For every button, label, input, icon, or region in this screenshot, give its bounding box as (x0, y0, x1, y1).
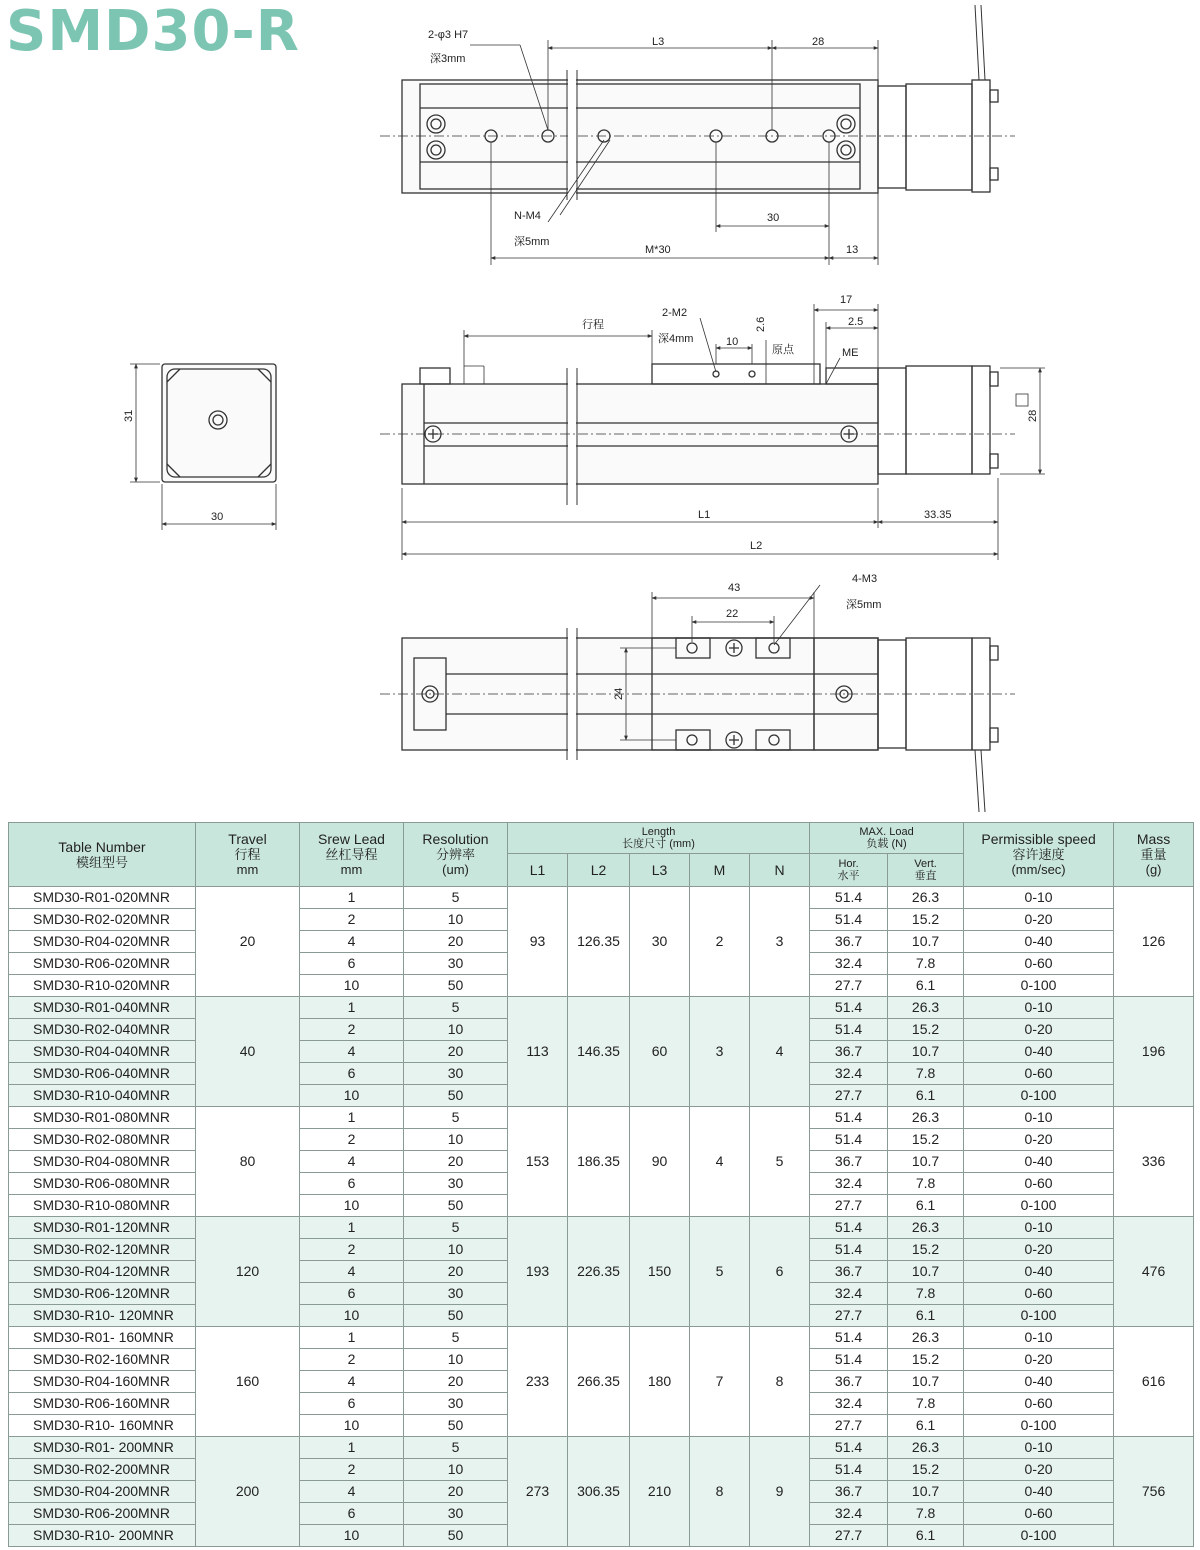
n-cell: 6 (750, 1217, 810, 1327)
load-hor-cell: 27.7 (810, 1085, 888, 1107)
n-cell: 5 (750, 1107, 810, 1217)
dim-label: 2-φ3 H7 (428, 29, 469, 41)
spec-table (8, 822, 1194, 1547)
header-n: N (750, 854, 810, 887)
load-hor-cell: 36.7 (810, 1481, 888, 1503)
load-hor-cell: 51.4 (810, 1217, 888, 1239)
model-number-cell: SMD30-R10- 200MNR (9, 1525, 196, 1547)
speed-cell: 0-40 (964, 1481, 1114, 1503)
header-l1: L1 (508, 854, 568, 887)
load-vert-cell: 10.7 (888, 1371, 964, 1393)
mass-cell: 126 (1114, 887, 1194, 997)
speed-cell: 0-40 (964, 1261, 1114, 1283)
load-hor-cell: 27.7 (810, 1305, 888, 1327)
model-number-cell: SMD30-R04-120MNR (9, 1261, 196, 1283)
load-hor-cell: 36.7 (810, 1261, 888, 1283)
dim-label: 30 (767, 212, 780, 224)
table-row (9, 997, 1194, 1019)
lead-cell: 2 (300, 1019, 404, 1041)
resolution-cell: 50 (404, 975, 508, 997)
speed-cell: 0-100 (964, 1195, 1114, 1217)
resolution-cell: 5 (404, 1327, 508, 1349)
model-number-cell: SMD30-R06-160MNR (9, 1393, 196, 1415)
resolution-cell: 50 (404, 1415, 508, 1437)
lead-cell: 6 (300, 1063, 404, 1085)
header-travel: Travel 行程 mm (196, 823, 300, 887)
l2-cell: 146.35 (568, 997, 630, 1107)
lead-cell: 10 (300, 1305, 404, 1327)
lead-cell: 10 (300, 1085, 404, 1107)
model-number-cell: SMD30-R10- 160MNR (9, 1415, 196, 1437)
load-vert-cell: 15.2 (888, 1019, 964, 1041)
speed-cell: 0-60 (964, 1393, 1114, 1415)
load-vert-cell: 10.7 (888, 931, 964, 953)
header-resolution: Resolution 分辨率 (um) (404, 823, 508, 887)
model-number-cell: SMD30-R02-080MNR (9, 1129, 196, 1151)
speed-cell: 0-40 (964, 1151, 1114, 1173)
load-hor-cell: 51.4 (810, 887, 888, 909)
load-hor-cell: 27.7 (810, 1195, 888, 1217)
lead-cell: 6 (300, 1173, 404, 1195)
l3-cell: 30 (630, 887, 690, 997)
load-hor-cell: 32.4 (810, 1503, 888, 1525)
lead-cell: 2 (300, 1129, 404, 1151)
model-number-cell: SMD30-R02-040MNR (9, 1019, 196, 1041)
load-vert-cell: 7.8 (888, 953, 964, 975)
model-number-cell: SMD30-R10- 120MNR (9, 1305, 196, 1327)
dim-label: L3 (652, 36, 665, 48)
table-row (9, 1327, 1194, 1349)
load-vert-cell: 15.2 (888, 1129, 964, 1151)
l1-cell: 93 (508, 887, 568, 997)
travel-cell: 40 (196, 997, 300, 1107)
lead-cell: 1 (300, 887, 404, 909)
model-number-cell: SMD30-R04-200MNR (9, 1481, 196, 1503)
model-number-cell: SMD30-R06-020MNR (9, 953, 196, 975)
dim-label: 深4mm (658, 333, 694, 345)
load-hor-cell: 27.7 (810, 1525, 888, 1547)
l2-cell: 266.35 (568, 1327, 630, 1437)
load-hor-cell: 51.4 (810, 1437, 888, 1459)
resolution-cell: 20 (404, 1261, 508, 1283)
load-vert-cell: 26.3 (888, 1217, 964, 1239)
l2-cell: 186.35 (568, 1107, 630, 1217)
load-vert-cell: 15.2 (888, 1459, 964, 1481)
header-l2: L2 (568, 854, 630, 887)
lead-cell: 6 (300, 953, 404, 975)
lead-cell: 4 (300, 1481, 404, 1503)
lead-cell: 2 (300, 909, 404, 931)
resolution-cell: 20 (404, 1371, 508, 1393)
speed-cell: 0-40 (964, 931, 1114, 953)
dim-label: 22 (726, 608, 739, 620)
travel-cell: 20 (196, 887, 300, 997)
model-number-cell: SMD30-R01- 200MNR (9, 1437, 196, 1459)
m-cell: 7 (690, 1327, 750, 1437)
load-hor-cell: 51.4 (810, 1129, 888, 1151)
speed-cell: 0-100 (964, 1525, 1114, 1547)
l2-cell: 306.35 (568, 1437, 630, 1547)
header-mass: Mass 重量 (g) (1114, 823, 1194, 887)
n-cell: 8 (750, 1327, 810, 1437)
model-number-cell: SMD30-R10-080MNR (9, 1195, 196, 1217)
load-vert-cell: 26.3 (888, 1107, 964, 1129)
speed-cell: 0-100 (964, 1305, 1114, 1327)
dim-label: 30 (211, 511, 224, 523)
load-vert-cell: 26.3 (888, 887, 964, 909)
load-hor-cell: 36.7 (810, 931, 888, 953)
speed-cell: 0-20 (964, 1239, 1114, 1261)
speed-cell: 0-20 (964, 909, 1114, 931)
speed-cell: 0-100 (964, 975, 1114, 997)
load-hor-cell: 36.7 (810, 1041, 888, 1063)
speed-cell: 0-10 (964, 1327, 1114, 1349)
resolution-cell: 5 (404, 1107, 508, 1129)
speed-cell: 0-10 (964, 1217, 1114, 1239)
speed-cell: 0-10 (964, 887, 1114, 909)
resolution-cell: 20 (404, 931, 508, 953)
load-hor-cell: 51.4 (810, 1459, 888, 1481)
lead-cell: 4 (300, 1151, 404, 1173)
load-hor-cell: 32.4 (810, 1393, 888, 1415)
speed-cell: 0-60 (964, 1173, 1114, 1195)
load-hor-cell: 51.4 (810, 1327, 888, 1349)
travel-cell: 120 (196, 1217, 300, 1327)
speed-cell: 0-20 (964, 1129, 1114, 1151)
resolution-cell: 10 (404, 1019, 508, 1041)
header-lead: Srew Lead 丝杠导程 mm (300, 823, 404, 887)
lead-cell: 2 (300, 1349, 404, 1371)
load-vert-cell: 15.2 (888, 909, 964, 931)
resolution-cell: 20 (404, 1151, 508, 1173)
lead-cell: 4 (300, 1371, 404, 1393)
load-hor-cell: 27.7 (810, 1415, 888, 1437)
resolution-cell: 30 (404, 953, 508, 975)
lead-cell: 2 (300, 1239, 404, 1261)
model-number-cell: SMD30-R04-040MNR (9, 1041, 196, 1063)
model-number-cell: SMD30-R02-160MNR (9, 1349, 196, 1371)
dim-label: L1 (698, 509, 711, 521)
model-number-cell: SMD30-R01-020MNR (9, 887, 196, 909)
load-vert-cell: 6.1 (888, 1085, 964, 1107)
dim-label: 2.6 (755, 316, 767, 332)
table-row (9, 1217, 1194, 1239)
load-hor-cell: 32.4 (810, 1283, 888, 1305)
load-hor-cell: 32.4 (810, 953, 888, 975)
resolution-cell: 10 (404, 909, 508, 931)
speed-cell: 0-10 (964, 997, 1114, 1019)
header-load-vert: Vert. 垂直 (888, 854, 964, 887)
speed-cell: 0-20 (964, 1019, 1114, 1041)
table-row (9, 1107, 1194, 1129)
load-vert-cell: 7.8 (888, 1173, 964, 1195)
n-cell: 3 (750, 887, 810, 997)
resolution-cell: 30 (404, 1393, 508, 1415)
model-number-cell: SMD30-R04-020MNR (9, 931, 196, 953)
dim-label: 43 (728, 582, 741, 594)
load-vert-cell: 6.1 (888, 1525, 964, 1547)
load-vert-cell: 15.2 (888, 1349, 964, 1371)
dim-label: 31 (123, 409, 135, 422)
dim-label: 深5mm (514, 236, 550, 248)
lead-cell: 10 (300, 975, 404, 997)
travel-cell: 160 (196, 1327, 300, 1437)
n-cell: 9 (750, 1437, 810, 1547)
dim-label: M*30 (645, 244, 671, 256)
spec-table-header (9, 823, 1194, 887)
mass-cell: 616 (1114, 1327, 1194, 1437)
mass-cell: 476 (1114, 1217, 1194, 1327)
resolution-cell: 20 (404, 1041, 508, 1063)
spec-table-body (9, 887, 1194, 1547)
speed-cell: 0-20 (964, 1349, 1114, 1371)
model-number-cell: SMD30-R06-200MNR (9, 1503, 196, 1525)
dim-label: N-M4 (514, 210, 541, 222)
speed-cell: 0-100 (964, 1085, 1114, 1107)
lead-cell: 6 (300, 1503, 404, 1525)
page-title: SMD30-R (6, 0, 300, 64)
resolution-cell: 5 (404, 1437, 508, 1459)
l3-cell: 90 (630, 1107, 690, 1217)
dim-label: 24 (613, 687, 625, 700)
load-hor-cell: 51.4 (810, 1019, 888, 1041)
speed-cell: 0-60 (964, 1063, 1114, 1085)
side-view-drawing (380, 364, 1015, 505)
load-hor-cell: 36.7 (810, 1371, 888, 1393)
load-vert-cell: 15.2 (888, 1239, 964, 1261)
dim-label: 10 (726, 336, 739, 348)
bottom-view-drawing (380, 628, 1015, 812)
model-number-cell: SMD30-R04-080MNR (9, 1151, 196, 1173)
mass-cell: 196 (1114, 997, 1194, 1107)
lead-cell: 4 (300, 1041, 404, 1063)
resolution-cell: 5 (404, 997, 508, 1019)
mass-cell: 336 (1114, 1107, 1194, 1217)
resolution-cell: 10 (404, 1129, 508, 1151)
lead-cell: 1 (300, 997, 404, 1019)
dim-label: 28 (812, 36, 825, 48)
dim-label: 13 (846, 244, 859, 256)
lead-cell: 4 (300, 1261, 404, 1283)
dim-label: 深5mm (846, 599, 882, 611)
lead-cell: 6 (300, 1393, 404, 1415)
load-vert-cell: 6.1 (888, 1305, 964, 1327)
header-speed: Permissible speed 容许速度 (mm/sec) (964, 823, 1114, 887)
model-number-cell: SMD30-R06-040MNR (9, 1063, 196, 1085)
speed-cell: 0-60 (964, 1503, 1114, 1525)
load-hor-cell: 36.7 (810, 1151, 888, 1173)
resolution-cell: 50 (404, 1195, 508, 1217)
load-hor-cell: 51.4 (810, 1239, 888, 1261)
end-view-drawing (162, 364, 276, 482)
dim-label: L2 (750, 540, 763, 552)
load-vert-cell: 6.1 (888, 975, 964, 997)
load-hor-cell: 51.4 (810, 909, 888, 931)
resolution-cell: 50 (404, 1525, 508, 1547)
lead-cell: 1 (300, 1107, 404, 1129)
load-hor-cell: 32.4 (810, 1063, 888, 1085)
model-number-cell: SMD30-R02-120MNR (9, 1239, 196, 1261)
load-vert-cell: 10.7 (888, 1261, 964, 1283)
lead-cell: 6 (300, 1283, 404, 1305)
resolution-cell: 10 (404, 1349, 508, 1371)
header-load: MAX. Load 负载 (N) (810, 823, 964, 854)
dim-label: 行程 (582, 319, 604, 331)
lead-cell: 4 (300, 931, 404, 953)
load-vert-cell: 10.7 (888, 1481, 964, 1503)
l2-cell: 226.35 (568, 1217, 630, 1327)
l1-cell: 113 (508, 997, 568, 1107)
travel-cell: 80 (196, 1107, 300, 1217)
header-l3: L3 (630, 854, 690, 887)
l3-cell: 210 (630, 1437, 690, 1547)
resolution-cell: 5 (404, 887, 508, 909)
model-number-cell: SMD30-R10-020MNR (9, 975, 196, 997)
model-number-cell: SMD30-R01- 160MNR (9, 1327, 196, 1349)
header-load-hor: Hor. 水平 (810, 854, 888, 887)
l1-cell: 233 (508, 1327, 568, 1437)
model-number-cell: SMD30-R01-080MNR (9, 1107, 196, 1129)
load-vert-cell: 10.7 (888, 1041, 964, 1063)
m-cell: 5 (690, 1217, 750, 1327)
lead-cell: 2 (300, 1459, 404, 1481)
load-vert-cell: 6.1 (888, 1195, 964, 1217)
m-cell: 2 (690, 887, 750, 997)
dim-label: ME (842, 347, 859, 359)
dim-label: 2.5 (848, 316, 864, 328)
m-cell: 4 (690, 1107, 750, 1217)
speed-cell: 0-40 (964, 1041, 1114, 1063)
model-number-cell: SMD30-R01-040MNR (9, 997, 196, 1019)
header-length: Length 长度尺寸 (mm) (508, 823, 810, 854)
speed-cell: 0-60 (964, 953, 1114, 975)
speed-cell: 0-10 (964, 1107, 1114, 1129)
lead-cell: 1 (300, 1437, 404, 1459)
header-model: Table Number 模组型号 (9, 823, 196, 887)
dim-label: 4-M3 (852, 573, 878, 585)
load-vert-cell: 7.8 (888, 1063, 964, 1085)
l2-cell: 126.35 (568, 887, 630, 997)
speed-cell: 0-10 (964, 1437, 1114, 1459)
lead-cell: 1 (300, 1327, 404, 1349)
table-row (9, 1437, 1194, 1459)
lead-cell: 10 (300, 1195, 404, 1217)
l1-cell: 153 (508, 1107, 568, 1217)
speed-cell: 0-60 (964, 1283, 1114, 1305)
mass-cell: 756 (1114, 1437, 1194, 1547)
l1-cell: 193 (508, 1217, 568, 1327)
travel-cell: 200 (196, 1437, 300, 1547)
m-cell: 3 (690, 997, 750, 1107)
resolution-cell: 30 (404, 1283, 508, 1305)
load-vert-cell: 7.8 (888, 1393, 964, 1415)
model-number-cell: SMD30-R06-120MNR (9, 1283, 196, 1305)
load-hor-cell: 51.4 (810, 997, 888, 1019)
l3-cell: 60 (630, 997, 690, 1107)
load-hor-cell: 27.7 (810, 975, 888, 997)
lead-cell: 10 (300, 1415, 404, 1437)
resolution-cell: 5 (404, 1217, 508, 1239)
lead-cell: 10 (300, 1525, 404, 1547)
dim-label: 28 (1027, 409, 1039, 422)
l3-cell: 180 (630, 1327, 690, 1437)
load-vert-cell: 6.1 (888, 1415, 964, 1437)
top-view-drawing (380, 5, 1015, 200)
model-number-cell: SMD30-R10-040MNR (9, 1085, 196, 1107)
model-number-cell: SMD30-R02-200MNR (9, 1459, 196, 1481)
resolution-cell: 50 (404, 1305, 508, 1327)
load-vert-cell: 26.3 (888, 997, 964, 1019)
n-cell: 4 (750, 997, 810, 1107)
model-number-cell: SMD30-R02-020MNR (9, 909, 196, 931)
speed-cell: 0-100 (964, 1415, 1114, 1437)
load-vert-cell: 7.8 (888, 1283, 964, 1305)
load-vert-cell: 26.3 (888, 1437, 964, 1459)
model-number-cell: SMD30-R06-080MNR (9, 1173, 196, 1195)
resolution-cell: 10 (404, 1239, 508, 1261)
header-m: M (690, 854, 750, 887)
table-row (9, 887, 1194, 909)
dim-label: 原点 (772, 344, 794, 356)
lead-cell: 1 (300, 1217, 404, 1239)
load-hor-cell: 51.4 (810, 1349, 888, 1371)
resolution-cell: 20 (404, 1481, 508, 1503)
resolution-cell: 30 (404, 1063, 508, 1085)
speed-cell: 0-40 (964, 1371, 1114, 1393)
load-hor-cell: 51.4 (810, 1107, 888, 1129)
load-vert-cell: 26.3 (888, 1327, 964, 1349)
resolution-cell: 10 (404, 1459, 508, 1481)
l3-cell: 150 (630, 1217, 690, 1327)
m-cell: 8 (690, 1437, 750, 1547)
dim-label: 2-M2 (662, 307, 688, 319)
dim-label: 17 (840, 294, 853, 306)
load-hor-cell: 32.4 (810, 1173, 888, 1195)
dim-label: 33.35 (924, 509, 952, 521)
resolution-cell: 30 (404, 1503, 508, 1525)
dim-label: 深3mm (430, 53, 466, 65)
model-number-cell: SMD30-R01-120MNR (9, 1217, 196, 1239)
load-vert-cell: 7.8 (888, 1503, 964, 1525)
resolution-cell: 50 (404, 1085, 508, 1107)
l1-cell: 273 (508, 1437, 568, 1547)
speed-cell: 0-20 (964, 1459, 1114, 1481)
load-vert-cell: 10.7 (888, 1151, 964, 1173)
resolution-cell: 30 (404, 1173, 508, 1195)
model-number-cell: SMD30-R04-160MNR (9, 1371, 196, 1393)
